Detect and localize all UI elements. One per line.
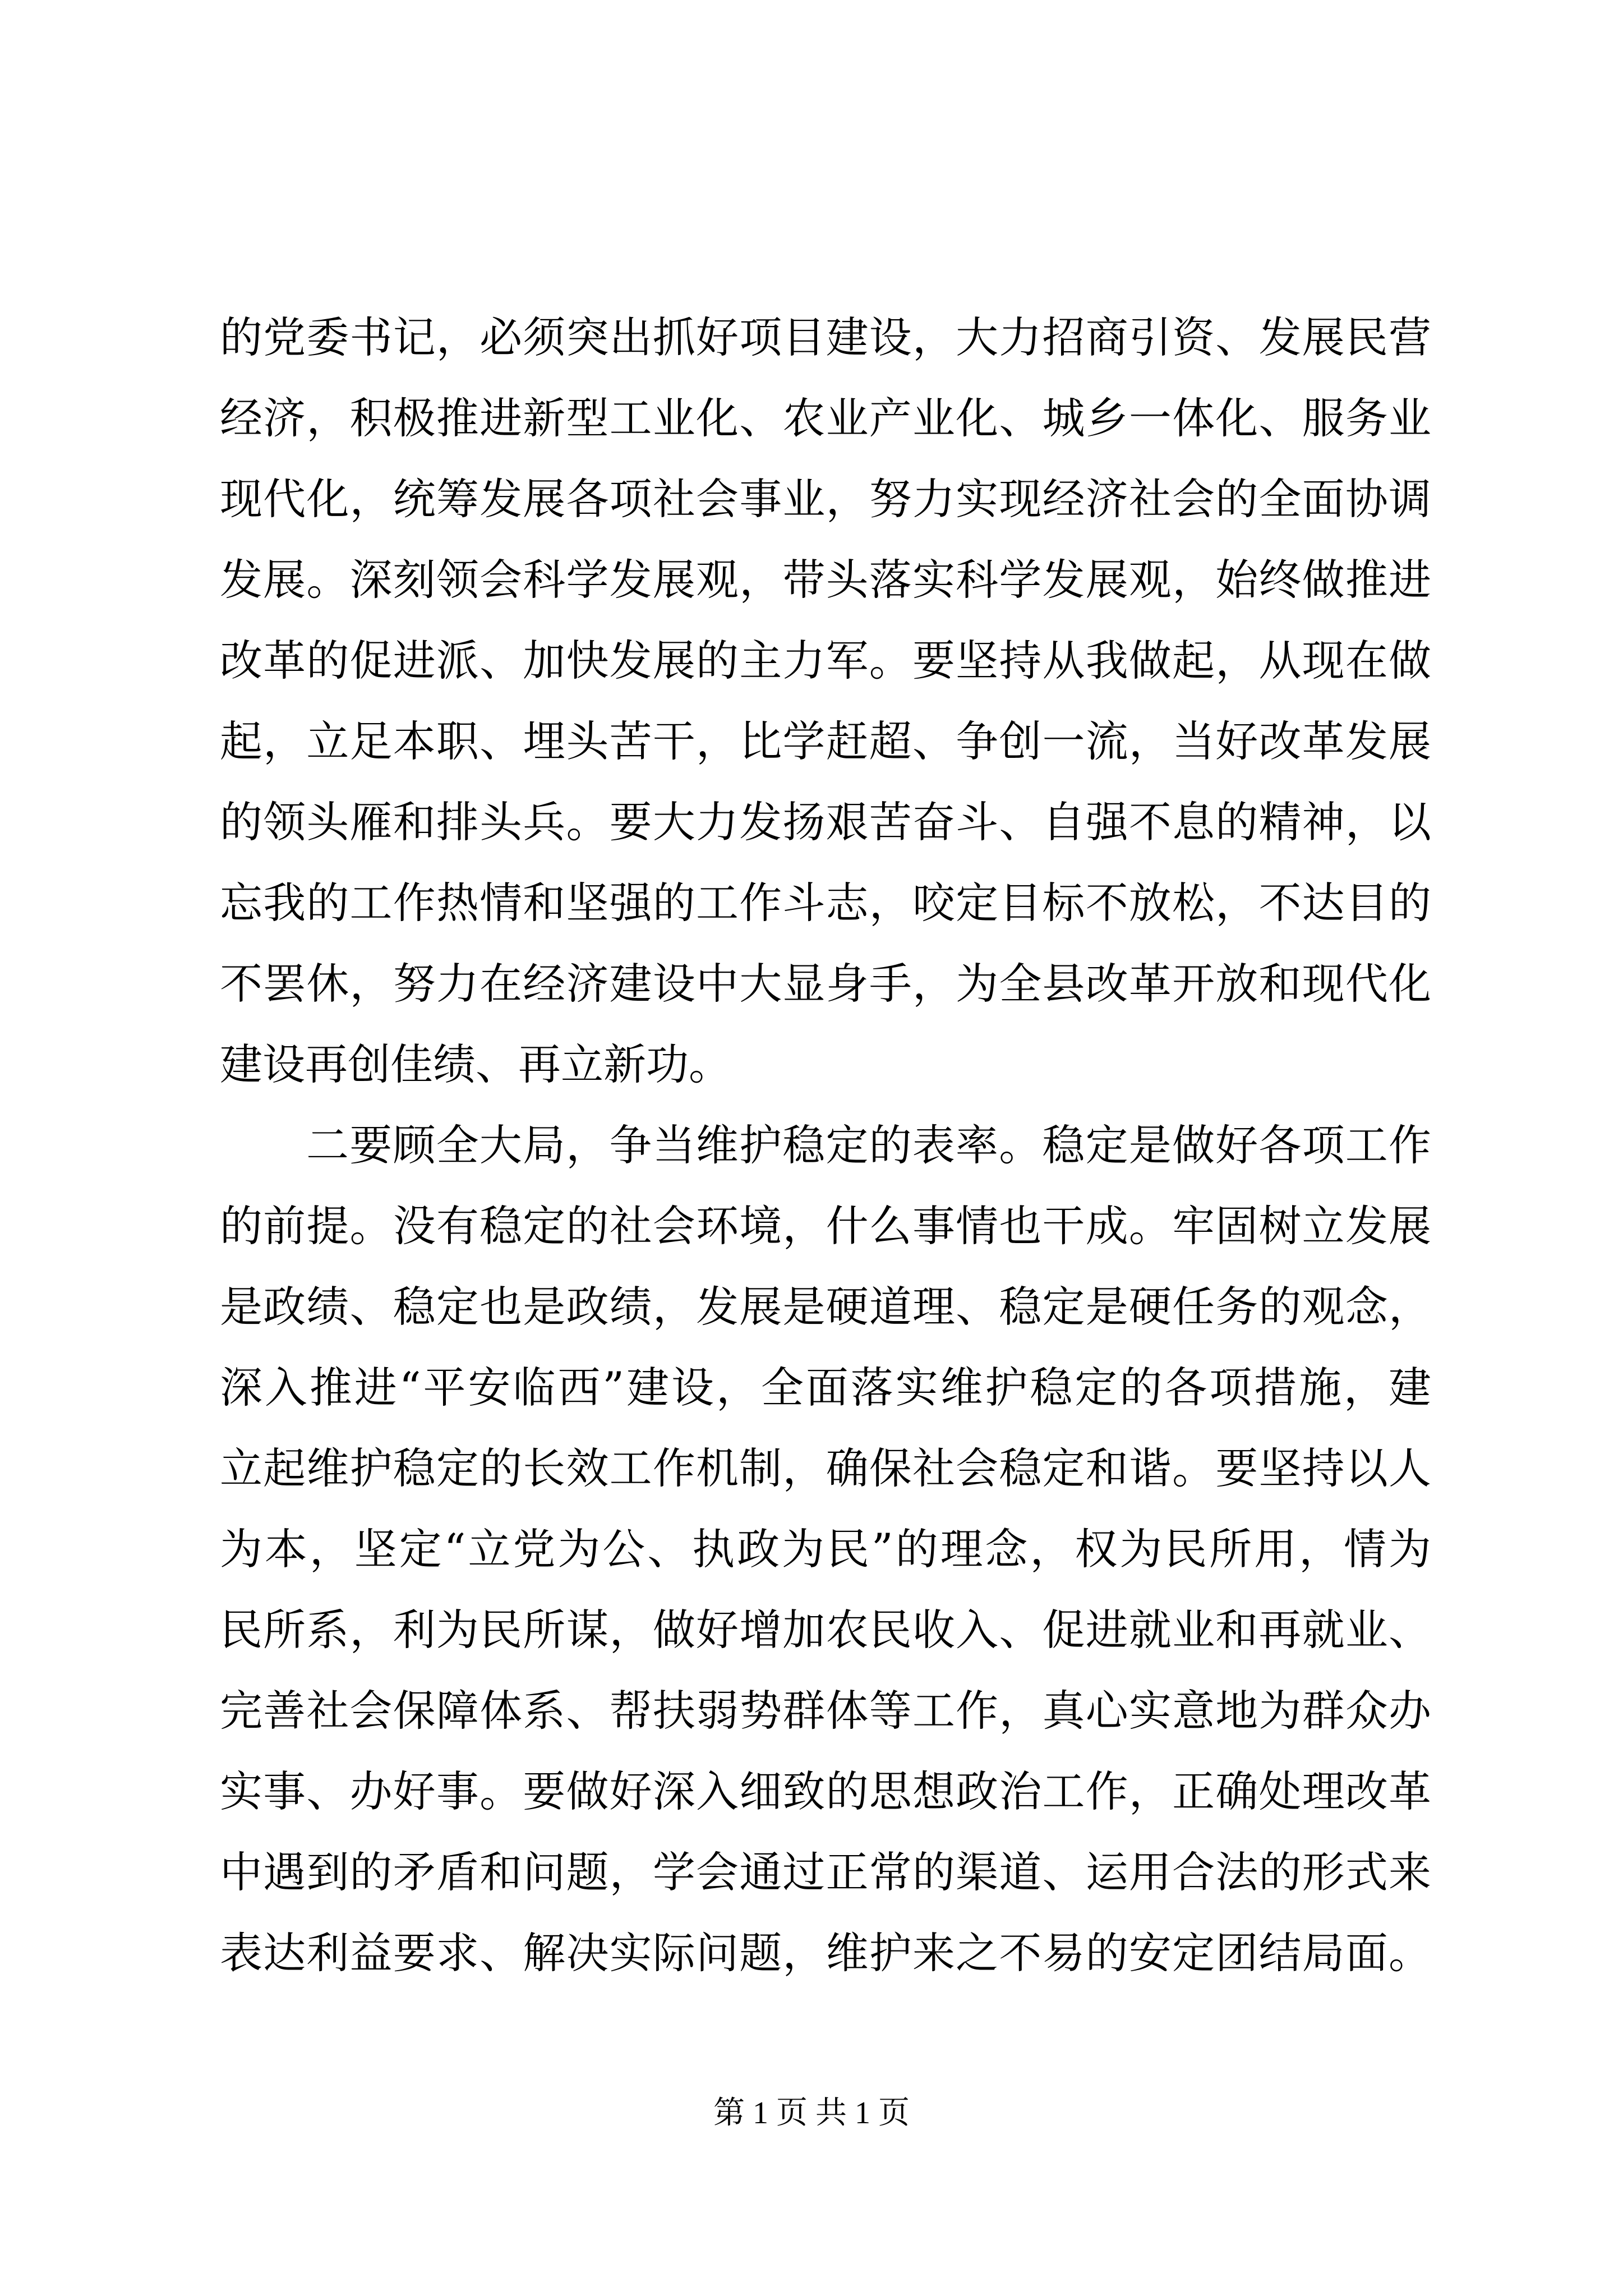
text-line: 的领头雁和排头兵。要大力发扬艰苦奋斗、自强不息的精神，以: [220, 797, 1431, 847]
text-line: 改革的促进派、加快发展的主力军。要坚持从我做起，从现在做: [220, 636, 1431, 685]
text-line: 现代化，统筹发展各项社会事业，努力实现经济社会的全面协调: [220, 474, 1431, 524]
text-line: 建设再创佳绩、再立新功。: [220, 1039, 731, 1089]
text-line: 的党委书记，必须突出抓好项目建设，大力招商引资、发展民营: [220, 312, 1431, 362]
text-line: 经济，积极推进新型工业化、农业产业化、城乡一体化、服务业: [220, 393, 1431, 443]
text-line: 表达利益要求、解决实际问题，维护来之不易的安定团结局面。: [220, 1928, 1431, 1978]
text-line: 实事、办好事。要做好深入细致的思想政治工作，正确处理改革: [220, 1766, 1431, 1816]
paragraph-1: [220, 297, 1431, 1105]
text-line: 的前提。没有稳定的社会环境，什么事情也干成。牢固树立发展: [220, 1201, 1431, 1251]
text-line: 起，立足本职、埋头苦干，比学赶超、争创一流，当好改革发展: [220, 716, 1431, 766]
text-line: 不罢休，努力在经济建设中大显身手，为全县改革开放和现代化: [220, 959, 1431, 1009]
text-line: 是政绩、稳定也是政绩，发展是硬道理、稳定是硬任务的观念，: [220, 1282, 1431, 1332]
text-line: 中遇到的矛盾和问题，学会通过正常的渠道、运用合法的形式来: [220, 1847, 1431, 1897]
text-line: 忘我的工作热情和坚强的工作斗志，咬定目标不放松，不达目的: [220, 878, 1431, 928]
document-body: [220, 297, 1431, 1994]
text-line: 立起维护稳定的长效工作机制，确保社会稳定和谐。要坚持以人: [220, 1443, 1431, 1493]
paragraph-2: [220, 1105, 1431, 1994]
text-line: 二要顾全大局，争当维护稳定的表率。稳定是做好各项工作: [306, 1120, 1431, 1170]
page-footer: 第 1 页 共 1 页: [713, 2096, 910, 2131]
text-line: 为本，坚定“立党为公、执政为民”的理念，权为民所用，情为: [220, 1524, 1431, 1574]
text-line: 深入推进“平安临西”建设，全面落实维护稳定的各项措施，建: [220, 1363, 1431, 1412]
text-line: 发展。深刻领会科学发展观，带头落实科学发展观，始终做推进: [220, 555, 1431, 605]
text-line: 完善社会保障体系、帮扶弱势群体等工作，真心实意地为群众办: [220, 1686, 1431, 1736]
text-line: 民所系，利为民所谋，做好增加农民收入、促进就业和再就业、: [220, 1605, 1431, 1655]
